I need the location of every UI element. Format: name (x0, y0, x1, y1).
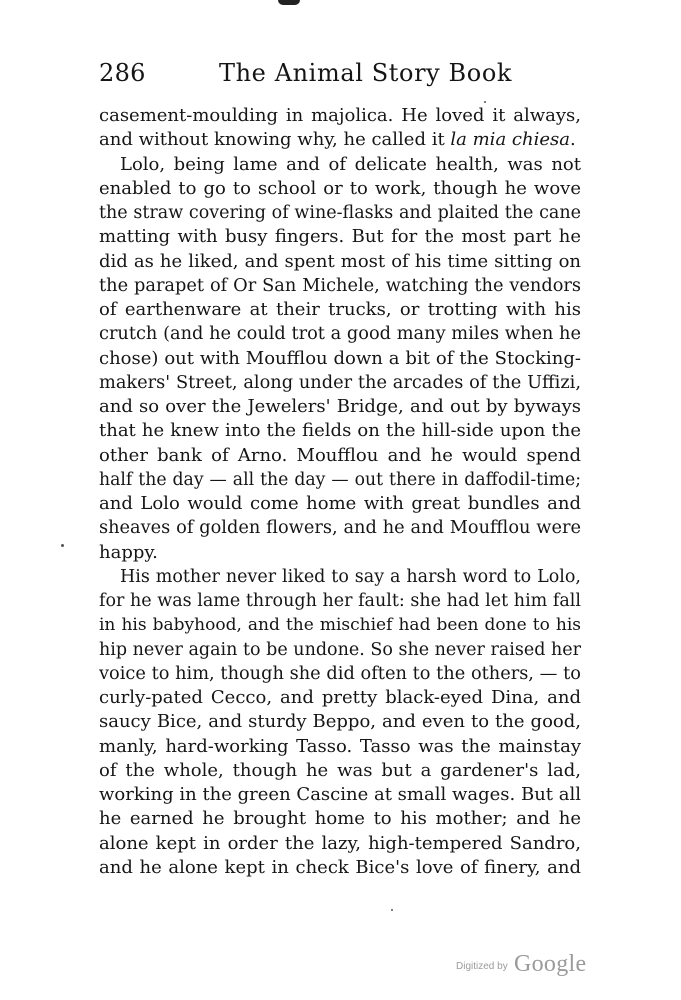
print-speck (391, 909, 393, 911)
text-line: hip never again to be undone. So she never raised her (99, 639, 581, 660)
text-line: of the whole, though he was but a gardener's lad, (99, 759, 581, 781)
text-line: working in the green Cascine at small wages. But all (99, 784, 581, 805)
running-title: The Animal Story Book (219, 59, 513, 87)
text-line: Lolo, being lame and of delicate health, was not (120, 153, 581, 175)
text-line: and he alone kept in check Bice's love of finery, and (99, 856, 581, 878)
text-line: he earned he brought home to his mother; and he (99, 808, 581, 830)
body-text (99, 104, 581, 880)
print-speck (484, 101, 486, 103)
paragraph (99, 153, 581, 565)
text-line: the parapet of Or San Michele, watching the vendors (99, 275, 581, 296)
watermark-prefix: Digitized by (456, 961, 508, 972)
text-line: and so over the Jewelers' Bridge, and out by byways (99, 396, 581, 417)
text-line: sheaves of golden flowers, and he and Moufflou were (99, 518, 581, 539)
digitization-watermark (456, 951, 596, 981)
text-line: the straw covering of wine-flasks and plaited the cane (99, 203, 581, 223)
page-header (99, 59, 581, 89)
text-line: and Lolo would come home with great bundles and (99, 493, 581, 514)
text-line: matting with busy fingers. But for the most part he (99, 226, 581, 248)
text-line: did as he liked, and spent most of his time sitting on (99, 250, 581, 272)
text-line: makers' Street, along under the arcades of the Uffizi, (99, 372, 581, 393)
google-logo: Google (514, 951, 587, 977)
text-line: that he knew into the fields on the hill-side upon the (99, 420, 581, 442)
text-line: alone kept in order the lazy, high-tempered Sandro, (99, 832, 581, 854)
text-line: happy. (99, 541, 158, 563)
text-line: enabled to go to school or to work, though he wove (99, 177, 581, 199)
paragraph (99, 104, 581, 153)
binding-mark (278, 0, 300, 5)
text-line: voice to him, though she did often to the others, — to (99, 663, 581, 684)
text-line: in his babyhood, and the mischief had been done to his (99, 615, 581, 636)
text-line: for he was lame through her fault: she had let him fall (99, 591, 581, 611)
text-line: and without knowing why, he called it la mia chiesa. (99, 129, 576, 151)
text-line: chose) out with Moufflou down a bit of the Stocking- (99, 347, 581, 369)
text-line: other bank of Arno. Moufflou and he would spend (99, 444, 581, 466)
page-number: 286 (99, 59, 146, 87)
text-line: curly-pated Cecco, and pretty black-eyed Dina, and (99, 687, 581, 708)
text-line: of earthenware at their trucks, or trotting with his (99, 299, 581, 320)
text-line: casement-moulding in majolica. He loved it always, (99, 105, 581, 126)
italic-phrase: la mia chiesa (450, 129, 570, 151)
paragraph (99, 565, 581, 880)
text-line: manly, hard-working Tasso. Tasso was the mainstay (99, 735, 581, 757)
text-line: His mother never liked to say a harsh word to Lolo, (120, 566, 581, 587)
margin-speck (61, 544, 64, 547)
text-line: saucy Bice, and sturdy Beppo, and even to the good, (99, 711, 581, 733)
text-line: crutch (and he could trot a good many miles when he (99, 324, 581, 345)
text-line: half the day — all the day — out there in daffodil-time; (99, 469, 581, 490)
